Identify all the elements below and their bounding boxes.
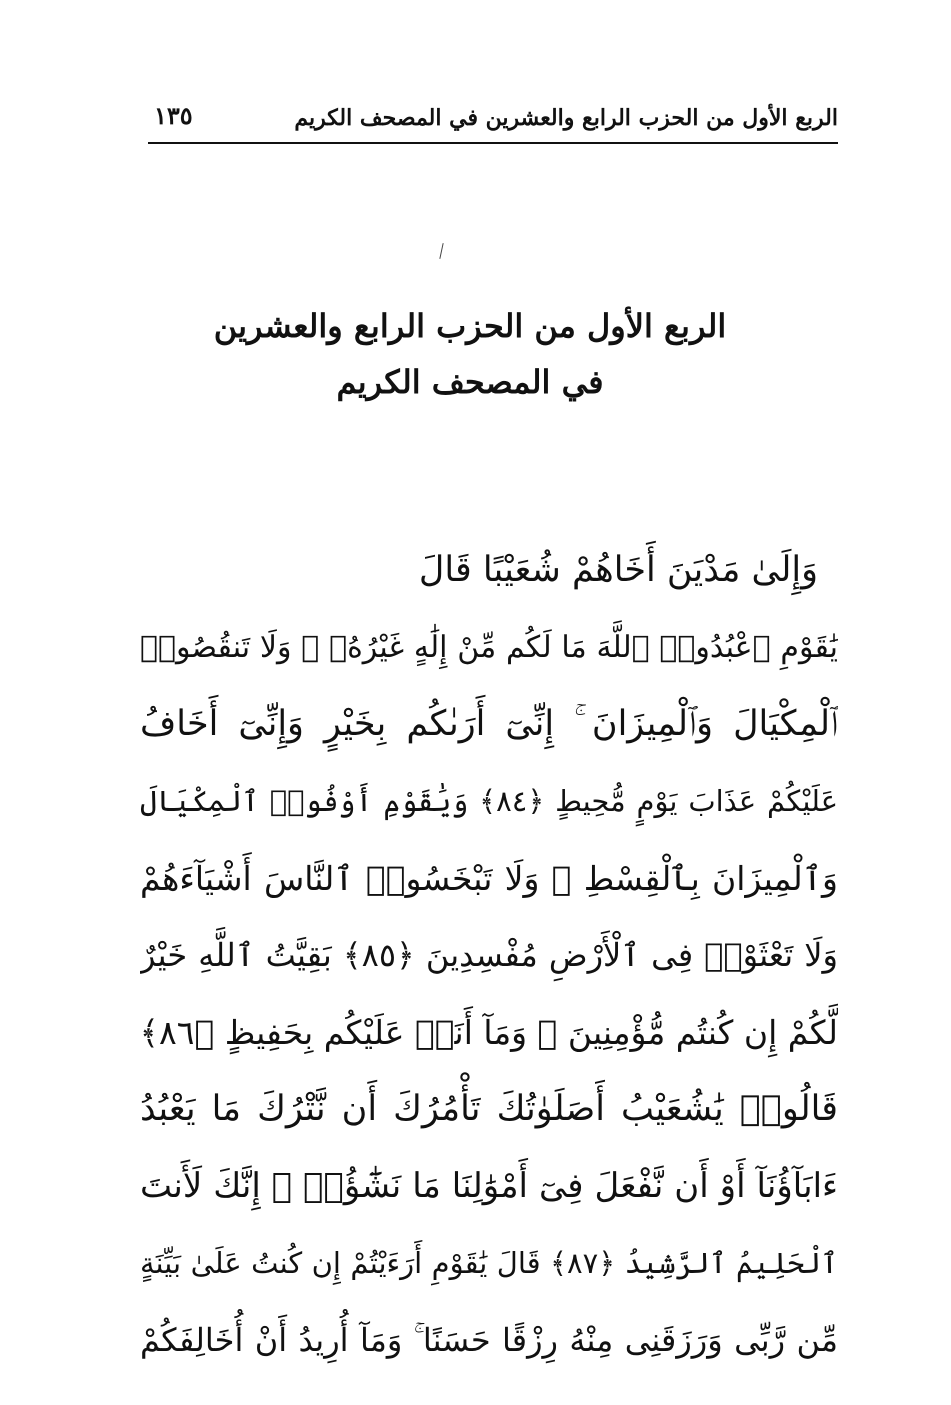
section-title (150, 298, 790, 410)
verse-line: وَٱلْمِيزَانَ بِٱلْقِسْطِ ۖ وَلَا تَبْخَسُوا۟ ٱلنَّاسَ أَشْيَآءَهُمْ (140, 859, 838, 898)
verse-line: ٱلْحَلِيمُ ٱلرَّشِيدُ ﴿٨٧﴾ قَالَ يَٰقَوْمِ أَرَءَيْتُمْ إِن كُنتُ عَلَىٰ بَيِّنَةٍ (140, 1246, 838, 1280)
verse-line: قَالُوا۟ يَٰشُعَيْبُ أَصَلَوٰتُكَ تَأْمُرُكَ أَن نَّتْرُكَ مَا يَعْبُدُ (140, 1089, 838, 1129)
verse-line: ءَابَآؤُنَآ أَوْ أَن نَّفْعَلَ فِىٓ أَمْوَٰلِنَا مَا نَشَٰٓؤُا۟ ۖ إِنَّكَ لَأَنتَ (140, 1166, 838, 1206)
running-header (148, 98, 838, 144)
quran-verses-block (140, 532, 838, 1379)
section-title-line-2: في المصحف الكريم (336, 363, 604, 401)
verse-line: وَإِلَىٰ مَدْيَنَ أَخَاهُمْ شُعَيْبًا قَالَ (418, 550, 818, 590)
verse-line: عَلَيْكُمْ عَذَابَ يَوْمٍ مُّحِيطٍ ﴿٨٤﴾ وَيَٰقَوْمِ أَوْفُوا۟ ٱلْمِكْيَالَ (140, 784, 838, 818)
verse-line: وَلَا تَعْثَوْا۟ فِى ٱلْأَرْضِ مُفْسِدِينَ ﴿٨٥﴾ بَقِيَّتُ ٱللَّهِ خَيْرٌ (140, 936, 838, 974)
verse-line: لَّكُمْ إِن كُنتُم مُّؤْمِنِينَ ۚ وَمَآ أَنَا۠ عَلَيْكُم بِحَفِيظٍ ﴿٨٦﴾ (140, 1013, 838, 1052)
verse-line: مِّن رَّبِّى وَرَزَقَنِى مِنْهُ رِزْقًا حَسَنًا ۚ وَمَآ أُرِيدُ أَنْ أُخَالِفَكُمْ (140, 1321, 838, 1359)
verse-line: يَٰقَوْمِ ٱعْبُدُوا۟ ٱللَّهَ مَا لَكُم مِّنْ إِلَٰهٍ غَيْرُهُۥ ۖ وَلَا تَنقُصُوا۟ (140, 630, 838, 665)
page-number: ١٣٥ (154, 101, 193, 130)
running-header-title: الربع الأول من الحزب الرابع والعشرين في المصحف الكريم (294, 105, 838, 131)
section-title-line-1: الربع الأول من الحزب الرابع والعشرين (213, 307, 727, 345)
stray-ink-mark (439, 243, 443, 259)
verse-line: ٱلْمِكْيَالَ وَٱلْمِيزَانَ ۚ إِنِّىٓ أَرَىٰكُم بِخَيْرٍ وَإِنِّىٓ أَخَافُ (140, 704, 838, 744)
